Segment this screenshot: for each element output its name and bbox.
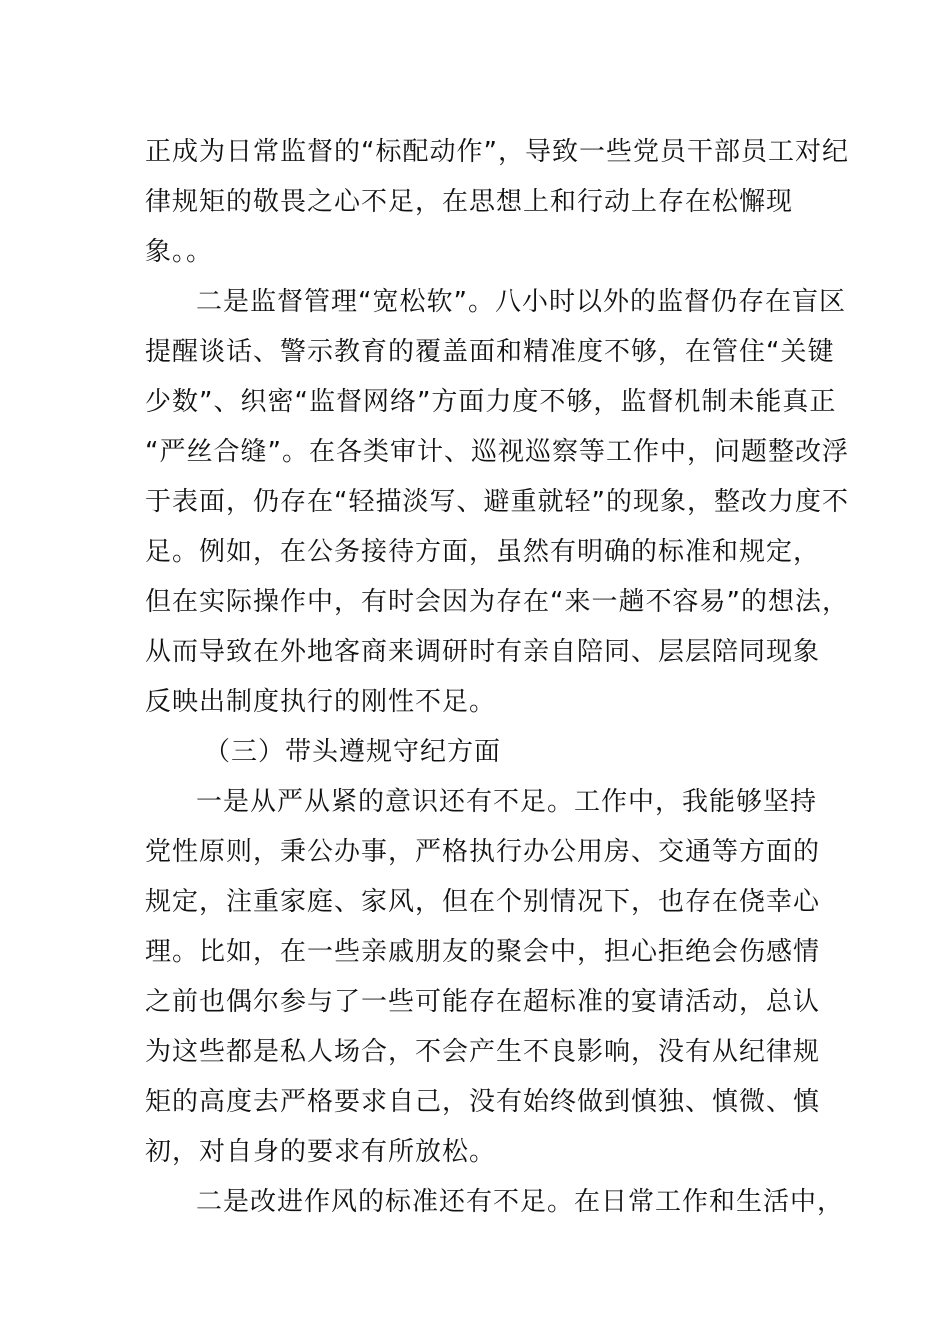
text-line: 少数”、织密“监督网络”方面力度不够，监督机制未能真正	[145, 387, 837, 417]
text-line: 足。例如，在公务接待方面，虽然有明确的标准和规定，	[145, 537, 821, 567]
text-line: 正成为日常监督的“标配动作”，导致一些党员干部员工对纪	[145, 137, 849, 167]
text-line: 党性原则，秉公办事，严格执行办公用房、交通等方面的	[145, 837, 821, 867]
text-line: 二是改进作风的标准还有不足。在日常工作和生活中，	[196, 1187, 845, 1217]
text-line: 一是从严从紧的意识还有不足。工作中，我能够坚持	[196, 787, 818, 817]
paragraph-supervision	[145, 277, 849, 727]
text-line: “严丝合缝”。在各类审计、巡视巡察等工作中，问题整改浮	[145, 437, 849, 467]
heading-line: （三）带头遵规守纪方面	[204, 737, 502, 767]
paragraph-discipline	[145, 777, 825, 1177]
text-line: 但在实际操作中，有时会因为存在“来一趟不容易”的想法，	[145, 587, 849, 617]
text-line: 规定，注重家庭、家风，但在个别情况下，也存在侥幸心	[145, 887, 821, 917]
paragraph-work-style	[145, 1177, 845, 1227]
text-line: 从而导致在外地客商来调研时有亲自陪同、层层陪同现象	[145, 637, 821, 667]
text-line: 象。。	[145, 237, 214, 267]
document-body	[145, 127, 849, 1227]
text-line: 于表面，仍存在“轻描淡写、避重就轻”的现象，整改力度不	[145, 487, 849, 517]
text-line: 反映出制度执行的刚性不足。	[145, 687, 497, 717]
text-line: 初，对自身的要求有所放松。	[145, 1137, 497, 1167]
text-line: 之前也偶尔参与了一些可能存在超标准的宴请活动，总认	[145, 987, 821, 1017]
text-line: 理。比如，在一些亲戚朋友的聚会中，担心拒绝会伤感情	[145, 937, 821, 967]
section-heading	[145, 727, 825, 777]
text-line: 为这些都是私人场合，不会产生不良影响，没有从纪律规	[145, 1037, 821, 1067]
paragraph-continuation	[145, 127, 849, 277]
text-line: 二是监督管理“宽松软”。八小时以外的监督仍存在盲区	[196, 287, 846, 317]
text-line: 矩的高度去严格要求自己，没有始终做到慎独、慎微、慎	[145, 1087, 821, 1117]
text-line: 律规矩的敬畏之心不足，在思想上和行动上存在松懈现	[145, 187, 794, 217]
text-line: 提醒谈话、警示教育的覆盖面和精准度不够，在管住“关键	[145, 337, 835, 367]
